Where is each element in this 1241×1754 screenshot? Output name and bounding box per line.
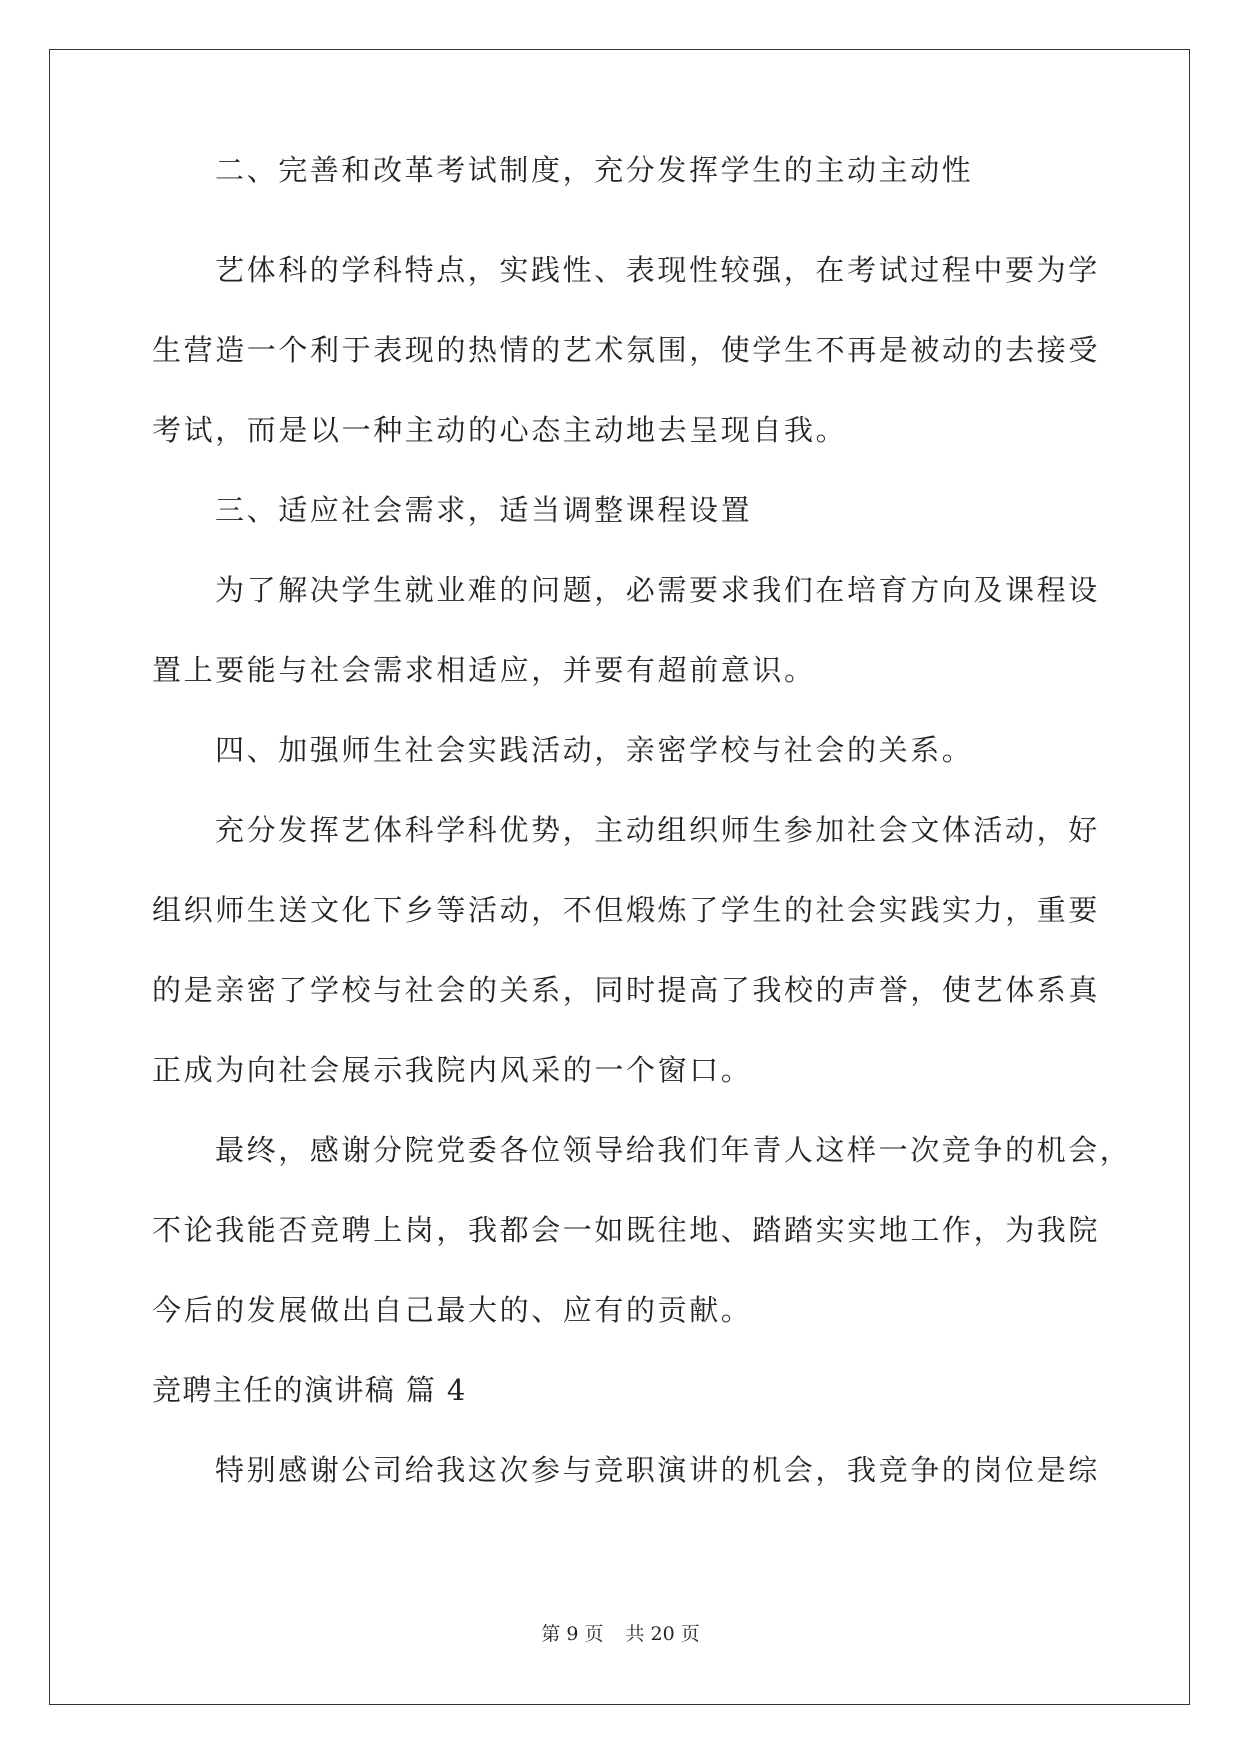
text-line: 考试，而是以一种主动的心态主动地去呈现自我。	[152, 413, 848, 447]
text-line: 艺体科的学科特点，实践性、表现性较强，在考试过程中要为学	[215, 253, 1100, 287]
text-line: 置上要能与社会需求相适应，并要有超前意识。	[152, 653, 816, 687]
text-line: 的是亲密了学校与社会的关系，同时提高了我校的声誉，使艺体系真	[152, 973, 1101, 1007]
text-line: 为了解决学生就业难的问题，必需要求我们在培育方向及课程设	[215, 573, 1100, 607]
text-line: 今后的发展做出自己最大的、应有的贡献。	[152, 1293, 753, 1327]
text-line: 正成为向社会展示我院内风采的一个窗口。	[152, 1053, 753, 1087]
text-line: 组织师生送文化下乡等活动，不但煅炼了学生的社会实践实力，重要	[152, 893, 1101, 927]
text-line: 不论我能否竞聘上岗，我都会一如既往地、踏踏实实地工作，为我院	[152, 1213, 1101, 1247]
page-number: 第 9 页	[541, 1623, 604, 1645]
text-line: 二、完善和改革考试制度，充分发挥学生的主动主动性	[215, 153, 974, 187]
section-heading: 竞聘主任的演讲稿 篇 4	[152, 1373, 467, 1407]
page-total: 共 20 页	[625, 1623, 700, 1645]
page-footer	[0, 1621, 1241, 1647]
text-line: 生营造一个利于表现的热情的艺术氛围，使学生不再是被动的去接受	[152, 333, 1101, 367]
text-line: 三、适应社会需求，适当调整课程设置	[215, 493, 753, 527]
text-line: 最终，感谢分院党委各位领导给我们年青人这样一次竞争的机会，	[215, 1133, 1132, 1167]
text-line: 特别感谢公司给我这次参与竞职演讲的机会，我竞争的岗位是综	[215, 1453, 1100, 1487]
text-line: 充分发挥艺体科学科优势，主动组织师生参加社会文体活动，好	[215, 813, 1100, 847]
text-line: 四、加强师生社会实践活动，亲密学校与社会的关系。	[215, 733, 974, 767]
